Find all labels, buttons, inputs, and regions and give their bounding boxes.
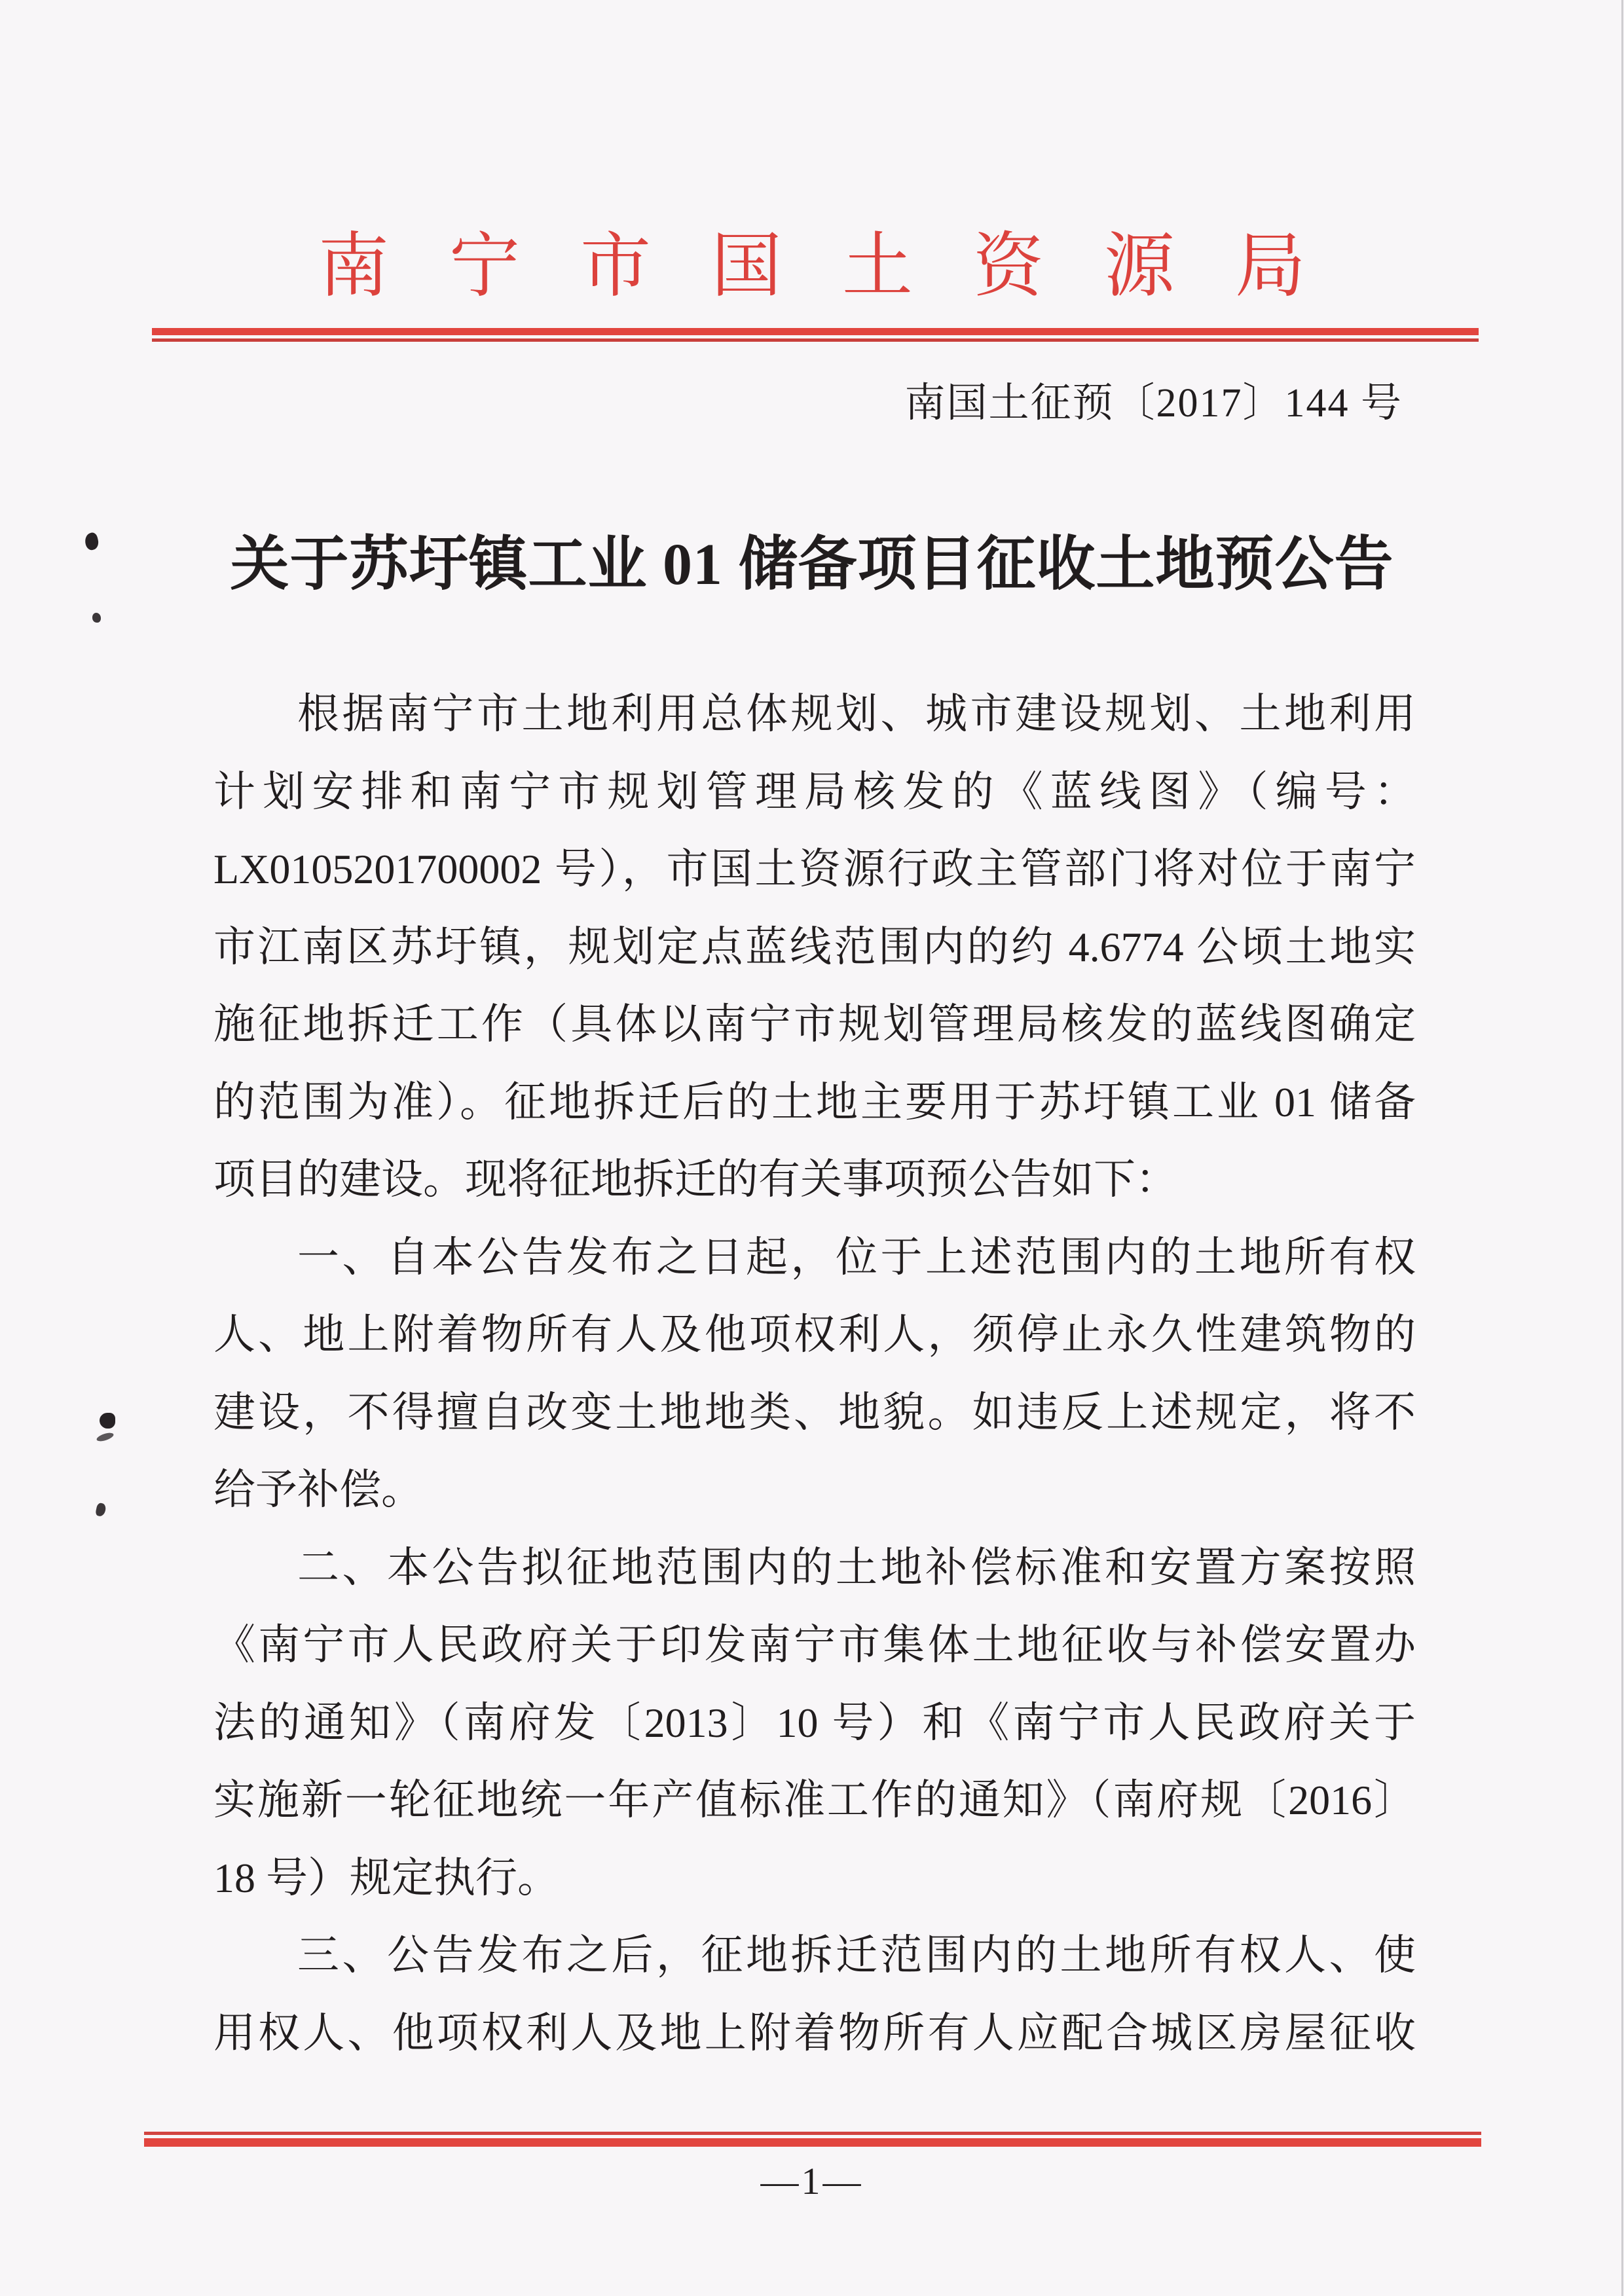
body-line: 项目的建设。现将征地拆迁的有关事项预公告如下： <box>213 1156 1177 1203</box>
body-line: 根据南宁市土地利用总体规划、城市建设规划、土地利用 <box>297 691 1416 737</box>
document-body <box>213 676 1416 2072</box>
ink-speck <box>92 613 101 623</box>
body-line: LX0105201700002 号），市国土资源行政主管部门将对位于南宁 <box>213 846 1416 892</box>
document-number: 南国土征预〔2017〕144 号 <box>904 381 1403 426</box>
scan-edge-shadow <box>1621 0 1623 2296</box>
body-line: 用权人、他项权利人及地上附着物所有人应配合城区房屋征收 <box>213 2009 1416 2056</box>
header-rule-thin <box>152 338 1479 342</box>
ink-speck <box>95 1503 107 1517</box>
body-line: 三、公告发布之后，征地拆迁范围内的土地所有权人、使 <box>297 1932 1416 1978</box>
footer-rule-thin <box>144 2132 1481 2135</box>
body-line: 建设，不得擅自改变土地地类、地貌。如违反上述规定，将不 <box>213 1389 1416 1436</box>
body-line: 一、自本公告发布之日起，位于上述范围内的土地所有权 <box>297 1233 1416 1281</box>
body-line: 给予补偿。 <box>213 1467 423 1513</box>
ink-speck <box>83 532 100 551</box>
body-line: 法的通知》（南府发〔2013〕10 号）和《南宁市人民政府关于 <box>213 1699 1416 1746</box>
body-line: 施征地拆迁工作（具体以南宁市规划管理局核发的蓝线图确定 <box>213 1001 1416 1048</box>
body-line: 计划安排和南宁市规划管理局核发的《蓝线图》（编号： <box>213 768 1416 815</box>
ink-speck <box>100 1413 115 1429</box>
header-rule-thick <box>152 328 1479 335</box>
agency-name-header: 南宁市国土资源局 <box>318 228 1366 306</box>
body-line: 实施新一轮征地统一年产值标准工作的通知》（南府规〔2016〕 <box>213 1777 1416 1823</box>
footer-rule-thick <box>144 2138 1481 2147</box>
body-line: 18 号）规定执行。 <box>213 1854 559 1901</box>
document-title: 关于苏圩镇工业 01 储备项目征收土地预公告 <box>230 532 1394 597</box>
body-line: 人、地上附着物所有人及他项权利人，须停止永久性建筑物的 <box>213 1311 1416 1358</box>
ink-speck <box>96 1431 115 1443</box>
body-line: 二、本公告拟征地范围内的土地补偿标准和安置方案按照 <box>297 1544 1416 1591</box>
body-line: 的范围为准）。征地拆迁后的土地主要用于苏圩镇工业 01 储备 <box>213 1078 1416 1125</box>
body-line: 市江南区苏圩镇，规划定点蓝线范围内的约 4.6774 公顷土地实 <box>213 923 1416 970</box>
page-number: —1— <box>760 2160 864 2202</box>
body-line: 《南宁市人民政府关于印发南宁市集体土地征收与补偿安置办 <box>213 1622 1416 1668</box>
